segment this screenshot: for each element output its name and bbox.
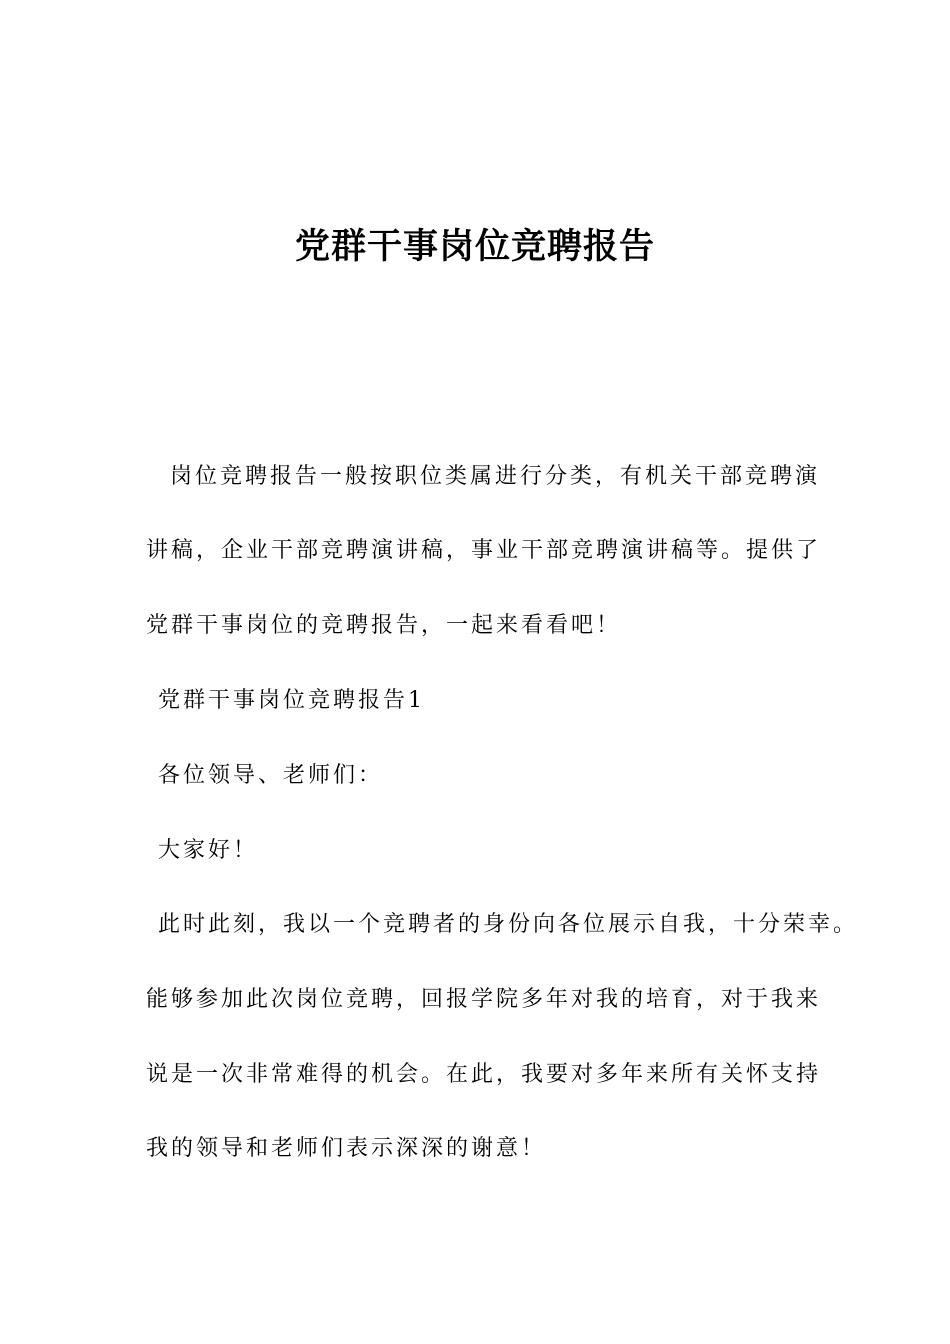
section-heading: 党群干事岗位竞聘报告1 [158, 688, 425, 713]
paragraph-line: 能够参加此次岗位竞聘，回报学院多年对我的培育，对于我来 [146, 987, 822, 1012]
paragraph-line: 讲稿，企业干部竞聘演讲稿，事业干部竞聘演讲稿等。提供了 [146, 538, 822, 563]
paragraph-line: 我的领导和老师们表示深深的谢意！ [146, 1136, 547, 1161]
salutation: 各位领导、老师们： [158, 763, 384, 788]
paragraph-line: 岗位竞聘报告一般按职位类属进行分类，有机关干部竞聘演 [170, 464, 821, 489]
document-title: 党群干事岗位竞聘报告 [294, 227, 655, 267]
paragraph-line: 此时此刻，我以一个竞聘者的身份向各位展示自我，十分荣幸。 [158, 912, 859, 937]
paragraph-line: 党群干事岗位的竞聘报告，一起来看看吧！ [146, 613, 622, 638]
greeting: 大家好！ [158, 838, 259, 863]
paragraph-line: 说是一次非常难得的机会。在此，我要对多年来所有关怀支持 [146, 1062, 822, 1087]
